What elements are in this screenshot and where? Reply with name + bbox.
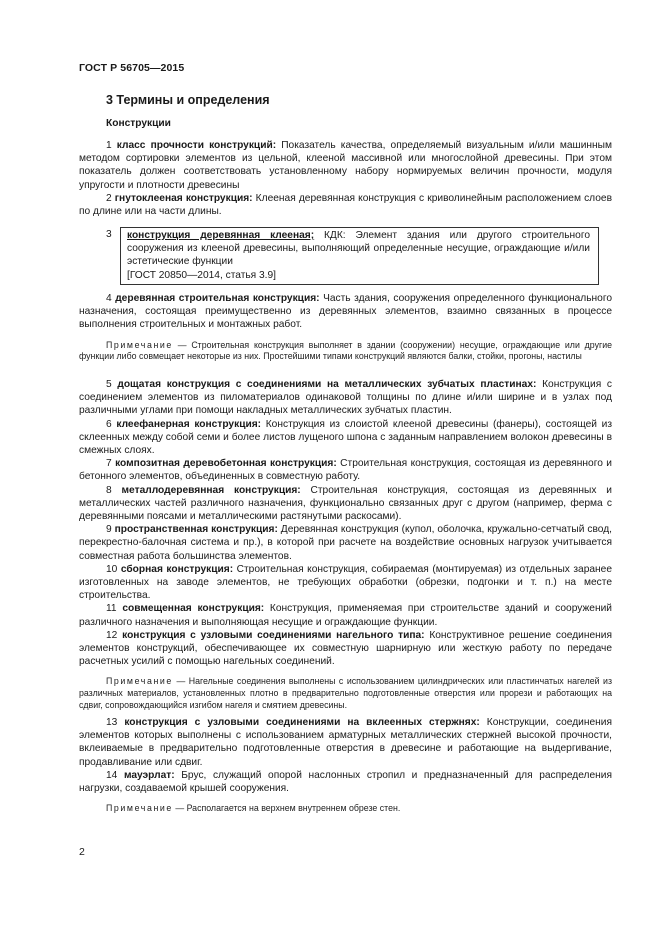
note xyxy=(79,676,612,711)
definition-item xyxy=(79,563,612,603)
definition-item xyxy=(79,139,612,192)
term: совмещенная конструкция: xyxy=(122,603,265,615)
item-number: 1 xyxy=(106,140,112,151)
definition-item xyxy=(79,192,612,218)
note-text: — Располагается на верхнем внутреннем обрезе стен. xyxy=(172,803,401,814)
definition-item xyxy=(79,629,612,669)
definition-text: Деревянная конструкция (купол, оболочка, кружально-сетчатый свод, перекрестно-балочная система и пр.), в которой при расчете на воздействие основных нагрузок учитывается совместная работа большинства элементов. xyxy=(79,524,612,562)
definition-item xyxy=(127,229,590,269)
definition-text: Строительная конструкция, собираемая (монтируемая) из отдельных заранее изготовленных на заводе элементов, не требующих обработки (обрезки, подгонки и т. п.) на месте строительства. xyxy=(79,563,612,602)
term: металлодеревянная конструкция: xyxy=(121,484,301,496)
term: конструкция деревянная клееная; xyxy=(127,230,315,241)
term: класс прочности конструкций: xyxy=(116,140,277,151)
definition-text: Строительная конструкция, состоящая из деревянных и металлических частей различного назначения, функционально связанных друг с другом (например, фермa с деревянными поясами и металлическими растянутыми раскосами). xyxy=(79,484,612,523)
definitions-block-2 xyxy=(79,292,612,363)
item-number: 9 xyxy=(106,524,112,536)
term: клеефанерная конструкция: xyxy=(116,418,262,430)
definition-text: КДК: Элемент здания или другого строительного сооружения из клееной древесины, выполняющий определенные несущие, ограждающие и/или эстетические функции xyxy=(127,230,590,268)
document-header: ГОСТ Р 56705—2015 xyxy=(79,62,185,74)
definition-item xyxy=(79,418,612,458)
definitions-block-1 xyxy=(79,139,612,218)
item-number: 2 xyxy=(106,192,112,204)
item-number: 5 xyxy=(106,379,112,390)
definition-text: Конструктивное решение соединения элементов конструкций, обеспечивающее их совместную шарнирную или жесткую работу по передаче расчетных усилий с помощью нагельных соединений. xyxy=(79,629,612,668)
definition-item xyxy=(79,378,612,418)
definition-item xyxy=(79,523,612,563)
definition-text: Конструкция из слоистой клееной древесины (фанеры), состоящей из склеенных между собой семи и более листов лущеного шпона с заданным направлением волокон древесины в смежных слоях. xyxy=(79,418,613,457)
item-number: 6 xyxy=(106,418,112,430)
note xyxy=(79,803,612,815)
section-title: 3 Термины и определения xyxy=(106,93,270,107)
subsection-title: Конструкции xyxy=(106,118,171,129)
note-label: Примечание xyxy=(106,339,173,350)
item-number: 7 xyxy=(106,458,112,470)
page-number: 2 xyxy=(79,846,85,858)
term: конструкция с узловыми соединениями на вклеенных стержнях: xyxy=(124,717,480,728)
definition-text: Конструкции, соединения элементов которых выполнены с использованием арматурных металлических стержней высокой прочности, вклеиваемые в предварительно подготовленные отверстия в древесине и работающие на выдергивание, продавливание или сдвиг. xyxy=(79,717,612,768)
term: композитная деревобетонная конструкция: xyxy=(115,458,337,470)
definition-text: Конструкция, применяемая при строительстве зданий и сооружений различного назначения и выполняющая несущие и ограждающие функции. xyxy=(79,603,612,628)
item-number: 8 xyxy=(106,484,112,496)
note-label: Примечание xyxy=(106,803,173,814)
term: сборная конструкция: xyxy=(120,563,234,575)
definition-text: Показатель качества, определяемый визуальным и/или машинным методом сортировки элементов из цельной, клееной массивной или многослойной древесины. При этом показатель должен соответствовать установленному набору нормируемых величин прочности, модуля упругости и плотности древесины xyxy=(79,140,612,191)
item-number: 3 xyxy=(106,229,112,240)
term: мауэрлат: xyxy=(123,769,175,781)
term: конструкция с узловыми соединениями нагельного типа: xyxy=(122,629,425,641)
item-number: 11 xyxy=(106,603,117,615)
term: гнутоклееная конструкция: xyxy=(114,192,253,204)
note-text: — Нагельные соединения выполнены с использованием цилиндрических или пластинчатых нагелей из различных материалов, установленных плотно в предварительно подготовленные отверстия или прорези и работающих на сдвиг, сопровождающийся изгибом нагеля и смятием древесины. xyxy=(79,676,612,710)
term: пространственная конструкция: xyxy=(114,524,278,536)
term: дощатая конструкция с соединениями на металлических зубчатых пластинах: xyxy=(117,379,537,390)
definition-item xyxy=(79,769,612,795)
definition-text: Строительная конструкция, состоящая из деревянного и бетонного элементов, объединенных в совместную работу. xyxy=(79,458,612,483)
definition-item xyxy=(79,457,612,483)
item-number: 10 xyxy=(106,563,118,575)
item-number: 4 xyxy=(106,293,112,304)
definition-item xyxy=(79,484,612,524)
definition-frame xyxy=(120,227,599,285)
note-label: Примечание xyxy=(106,676,173,687)
definition-item xyxy=(79,602,612,628)
definition-text: Часть здания, сооружения определенного функционального назначения, состоящая преимущественно из деревянных элементов, взаимно связанных в процессе выполнения строительных и монтажных работ. xyxy=(79,293,612,331)
note xyxy=(79,340,612,363)
term: деревянная строительная конструкция: xyxy=(115,293,320,304)
definition-text: Брус, служащий опорой наслонных стропил и предназначенный для распределения нагрузки, создаваемой крышей сооружения. xyxy=(79,769,612,795)
definitions-block-4 xyxy=(79,716,612,815)
definitions-block-3 xyxy=(79,378,612,712)
definition-text: Клееная деревянная конструкция с криволинейным расположением слоев по длине или на части длины. xyxy=(79,192,612,218)
item-number: 13 xyxy=(106,717,118,728)
reference: [ГОСТ 20850—2014, статья 3.9] xyxy=(127,269,277,281)
note-text: — Строительная конструкция выполняет в здании (сооружении) несущие, ограждающие или другие функции либо совмещает некоторые из них. Простейшими типами конструкций являются балки, стойки, прогоны, настилы xyxy=(79,339,612,362)
definition-text: Конструкция с соединением элементов из пиломатериалов одинаковой толщины по длине и/или ширине и в узлах под различными углами при помощи накладных металлических зубчатых пластин. xyxy=(79,379,612,417)
definition-item xyxy=(79,292,612,332)
definition-item xyxy=(79,716,612,769)
item-number: 12 xyxy=(106,629,118,641)
item-number: 14 xyxy=(106,769,118,781)
